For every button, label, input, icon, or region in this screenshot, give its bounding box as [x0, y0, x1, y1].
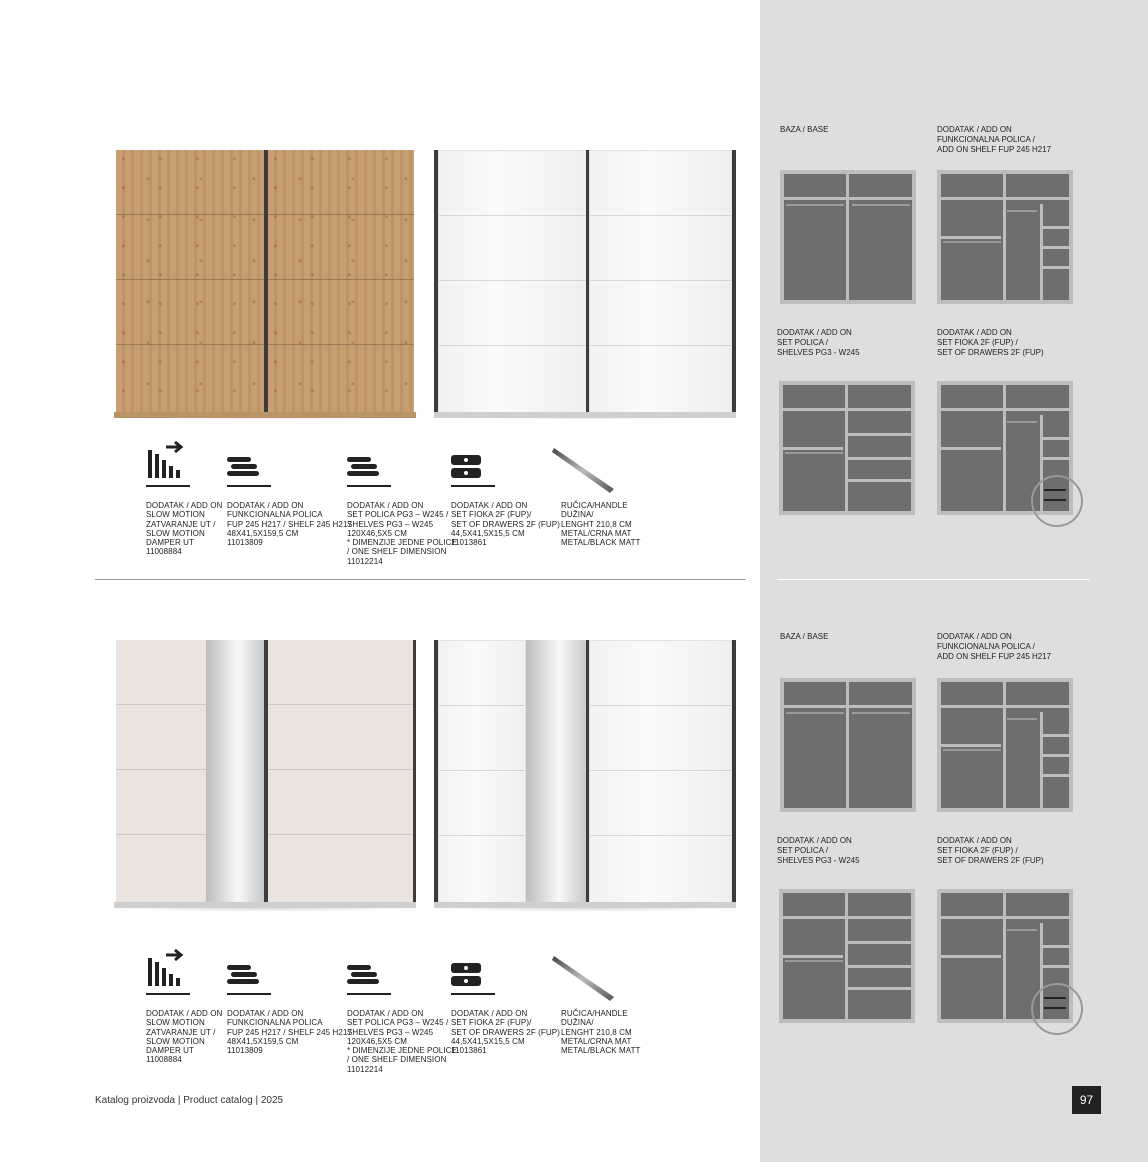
right-door [268, 640, 414, 906]
left-door [438, 150, 587, 416]
panel-divider [777, 579, 1090, 580]
addon-label: DODATAK / ADD ON SET FIOKA 2F (FUP)/ SET OF DRAWERS 2F (FUP) 44,5X41,5X15,5 CM 11013861 [451, 1009, 560, 1056]
white-mirror-wardrobe-image [434, 640, 736, 906]
left-door [438, 640, 526, 906]
addon-label: DODATAK / ADD ON FUNKCIONALNA POLICA FUP 245 H217 / SHELF 245 H217 48X41,5X159,5 CM 11013809 [227, 501, 353, 548]
white-wardrobe-image [434, 150, 736, 416]
mirror-panel [206, 640, 264, 906]
interior-shelf-image [937, 678, 1073, 812]
icon-underline [451, 485, 495, 487]
addon-label: DODATAK / ADD ON SLOW MOTION ZATVARANJE UT / SLOW MOTION DAMPER UT 11008884 [146, 1009, 223, 1065]
drawers-caption: DODATAK / ADD ON SET FIOKA 2F (FUP) / SET OF DRAWERS 2F (FUP) [937, 836, 1044, 865]
handle-icon [550, 445, 620, 495]
icon-underline [146, 993, 190, 995]
icon-underline [347, 993, 391, 995]
shelf-caption: DODATAK / ADD ON FUNKCIONALNA POLICA / ADD ON SHELF FUP 245 H217 [937, 125, 1052, 154]
base-caption: BAZA / BASE [780, 632, 829, 641]
oak-wardrobe-image [114, 150, 416, 416]
interior-shelves-image [779, 889, 915, 1023]
handle-label: RUČICA/HANDLE DUŽINA/ LENGHT 210,8 CM METAL/CRNA MAT METAL/BLACK MATT [561, 501, 641, 548]
page-number: 97 [1072, 1086, 1101, 1114]
interior-base-image [780, 170, 916, 304]
icon-underline [227, 993, 271, 995]
icon-underline [347, 485, 391, 487]
addon-label: DODATAK / ADD ON SET POLICA PG3 – W245 / SHELVES PG3 – W245 120X46,5X5 CM * DIMENZIJE JEDNE POLICE / ONE SHELF DIMENSION 11012214 [347, 1009, 457, 1074]
side-panel [732, 150, 736, 416]
addon-label: DODATAK / ADD ON SLOW MOTION ZATVARANJE UT / SLOW MOTION DAMPER UT 11008884 [146, 501, 223, 557]
plinth [434, 902, 736, 908]
slow-motion-damper-icon [146, 440, 186, 480]
addon-label: DODATAK / ADD ON SET POLICA PG3 – W245 / SHELVES PG3 – W245 120X46,5X5 CM * DIMENZIJE JEDNE POLICE / ONE SHELF DIMENSION 11012214 [347, 501, 457, 566]
plinth [114, 412, 416, 418]
drawers-icon [451, 455, 481, 479]
icon-underline [146, 485, 190, 487]
interior-shelves-image [779, 381, 915, 515]
side-panel [413, 640, 416, 906]
icon-underline [451, 993, 495, 995]
interior-shelf-image [937, 170, 1073, 304]
door-overlap [264, 150, 268, 416]
shelf-icon [227, 455, 261, 479]
left-door [116, 150, 266, 416]
interior-base-image [780, 678, 916, 812]
right-door [589, 150, 732, 416]
plinth [114, 902, 416, 908]
drawers-caption: DODATAK / ADD ON SET FIOKA 2F (FUP) / SET OF DRAWERS 2F (FUP) [937, 328, 1044, 357]
icon-underline [227, 485, 271, 487]
handle-icon [550, 953, 620, 1003]
addon-label: DODATAK / ADD ON FUNKCIONALNA POLICA FUP 245 H217 / SHELF 245 H217 48X41,5X159,5 CM 11013809 [227, 1009, 353, 1056]
shelves-caption: DODATAK / ADD ON SET POLICA / SHELVES PG3 - W245 [777, 836, 860, 865]
shelves-set-icon [347, 963, 381, 987]
handle-label: RUČICA/HANDLE DUŽINA/ LENGHT 210,8 CM METAL/CRNA MAT METAL/BLACK MATT [561, 1009, 641, 1056]
right-door [589, 640, 732, 906]
drawer-highlight-circle [1031, 983, 1083, 1035]
drawer-highlight-circle [1031, 475, 1083, 527]
catalog-footer: Katalog proizvoda | Product catalog | 2025 [95, 1095, 284, 1106]
cream-mirror-wardrobe-image [114, 640, 416, 906]
slow-motion-damper-icon [146, 948, 186, 988]
right-door [268, 150, 414, 416]
plinth [434, 412, 736, 418]
shelf-icon [227, 963, 261, 987]
drawers-icon [451, 963, 481, 987]
shelves-caption: DODATAK / ADD ON SET POLICA / SHELVES PG3 - W245 [777, 328, 860, 357]
base-caption: BAZA / BASE [780, 125, 829, 134]
section-divider [95, 579, 746, 580]
side-panel [732, 640, 736, 906]
mirror-panel [526, 640, 586, 906]
left-door [116, 640, 206, 906]
shelves-set-icon [347, 455, 381, 479]
shelf-caption: DODATAK / ADD ON FUNKCIONALNA POLICA / ADD ON SHELF FUP 245 H217 [937, 632, 1052, 661]
addon-label: DODATAK / ADD ON SET FIOKA 2F (FUP)/ SET OF DRAWERS 2F (FUP) 44,5X41,5X15,5 CM 11013861 [451, 501, 560, 548]
